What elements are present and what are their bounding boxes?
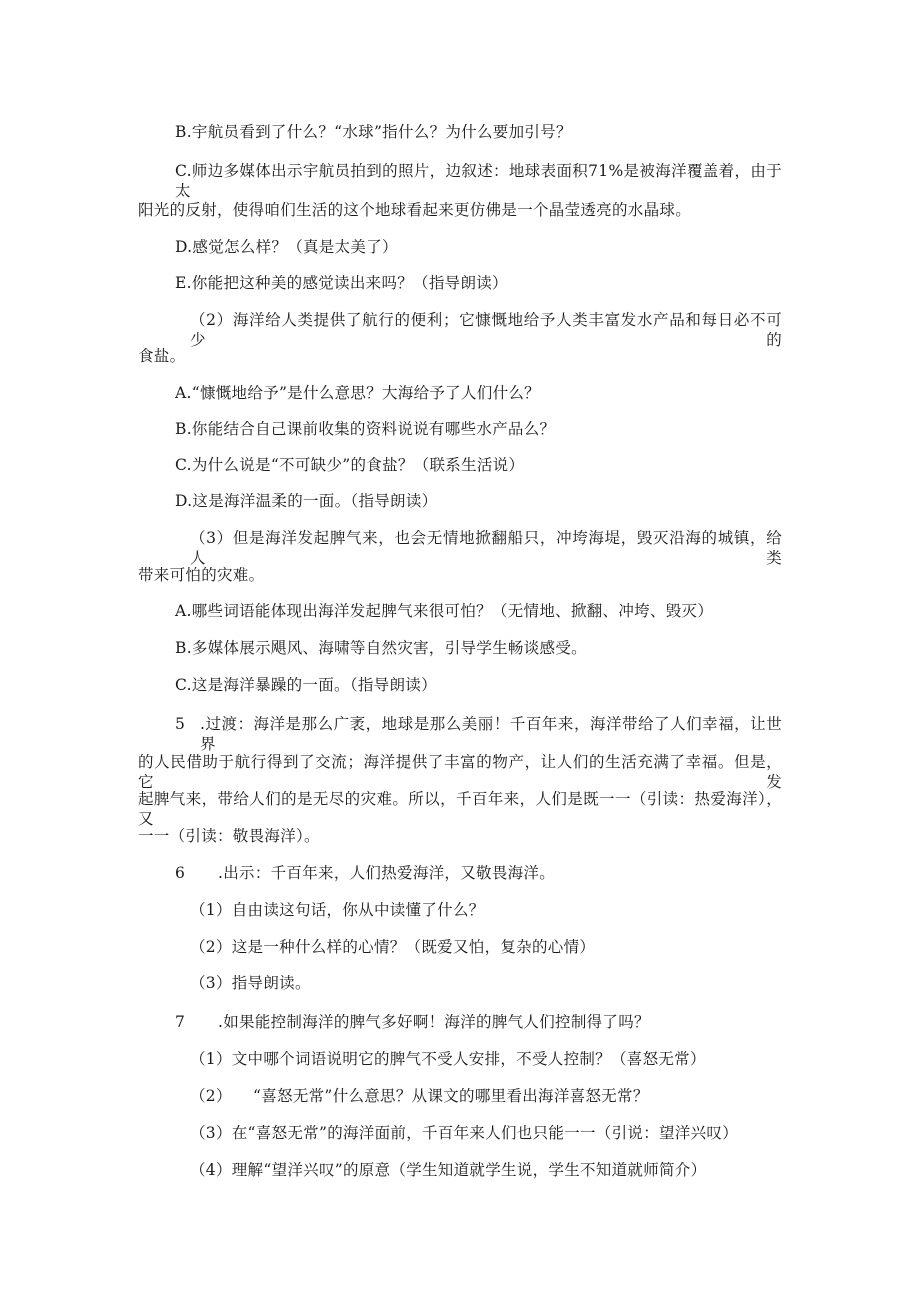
text-line: 食盐。 [138, 347, 186, 365]
text-line: 阳光的反射，使得咱们生活的这个地球看起来更仿佛是一个晶莹透亮的水晶球。 [138, 201, 692, 219]
text-line: B.多媒体展示飓风、海啸等自然灾害，引导学生畅谈感受。 [175, 639, 587, 657]
text-line: C.师边多媒体出示宇航员拍到的照片，边叙述：地球表面积71%是被海洋覆盖着，由于太 [175, 162, 782, 200]
text-line: （3）但是海洋发起脾气来，也会无情地掀翻船只，冲垮海堤，毁灭沿海的城镇，给人类 [190, 529, 782, 567]
text-line: B.宇航员看到了什么？“水球”指什么？为什么要加引号？ [175, 123, 572, 141]
text-line: .如果能控制海洋的脾气多好啊！海洋的脾气人们控制得了吗？ [218, 1013, 650, 1031]
text-line: （2）这是一种什么样的心情？（既爱又怕，复杂的心情） [190, 938, 596, 956]
text-line: A.哪些词语能体现出海洋发起脾气来很可怕？（无情地、掀翻、冲垮、毁灭） [175, 602, 714, 620]
text-line: （3）指导朗读。 [190, 974, 311, 992]
text-line: 的人民借助于航行得到了交流；海洋提供了丰富的物产，让人们的生活充满了幸福。但是，它发 [138, 753, 782, 791]
text-line: .过渡：海洋是那么广袤，地球是那么美丽！千百年来，海洋带给了人们幸福，让世界 [200, 715, 782, 753]
text-line: （1）文中哪个词语说明它的脾气不受人安排，不受人控制？（喜怒无常） [190, 1050, 706, 1068]
item-number: 5 [175, 715, 185, 733]
text-line: D.感觉怎么样？（真是太美了） [175, 238, 398, 256]
text-line: B.你能结合自己课前收集的资料说说有哪些水产品么？ [175, 420, 556, 438]
text-line: （2）海洋给人类提供了航行的便利；它慷慨地给予人类丰富发水产品和每日必不可少的 [190, 311, 782, 349]
text-line: E.你能把这种美的感觉读出来吗？（指导朗读） [175, 274, 508, 292]
text-line: （1）自由读这句话，你从中读懂了什么？ [190, 901, 485, 919]
text-line: （3）在“喜怒无常”的海洋面前，千百年来人们也只能一一（引说：望洋兴叹） [190, 1124, 739, 1142]
text-line: A.“慷慨地给予”是什么意思？大海给予了人们什么？ [175, 384, 540, 402]
item-number: 7 [175, 1013, 185, 1031]
text-line: （2） [190, 1087, 232, 1105]
text-line: 一一（引读：敬畏海洋）。 [138, 827, 320, 845]
text-line: .出示：千百年来，人们热爱海洋，又敬畏海洋。 [218, 864, 556, 882]
text-line: （4）理解“望洋兴叹”的原意（学生知道就学生说，学生不知道就师简介） [190, 1161, 707, 1179]
item-number: 6 [175, 864, 185, 882]
text-line: 起脾气来，带给人们的是无尽的灾难。所以，千百年来，人们是既一一（引读：热爱海洋），又 [138, 790, 782, 828]
text-line: C.为什么说是“不可缺少”的食盐？（联系生活说） [175, 456, 525, 474]
text-line: D.这是海洋温柔的一面。（指导朗读） [175, 492, 438, 510]
text-line: C.这是海洋暴躁的一面。（指导朗读） [175, 676, 437, 694]
text-line: 带来可怕的灾难。 [138, 566, 265, 584]
text-line: “喜怒无常”什么意思？从课文的哪里看出海洋喜怒无常？ [253, 1087, 649, 1105]
